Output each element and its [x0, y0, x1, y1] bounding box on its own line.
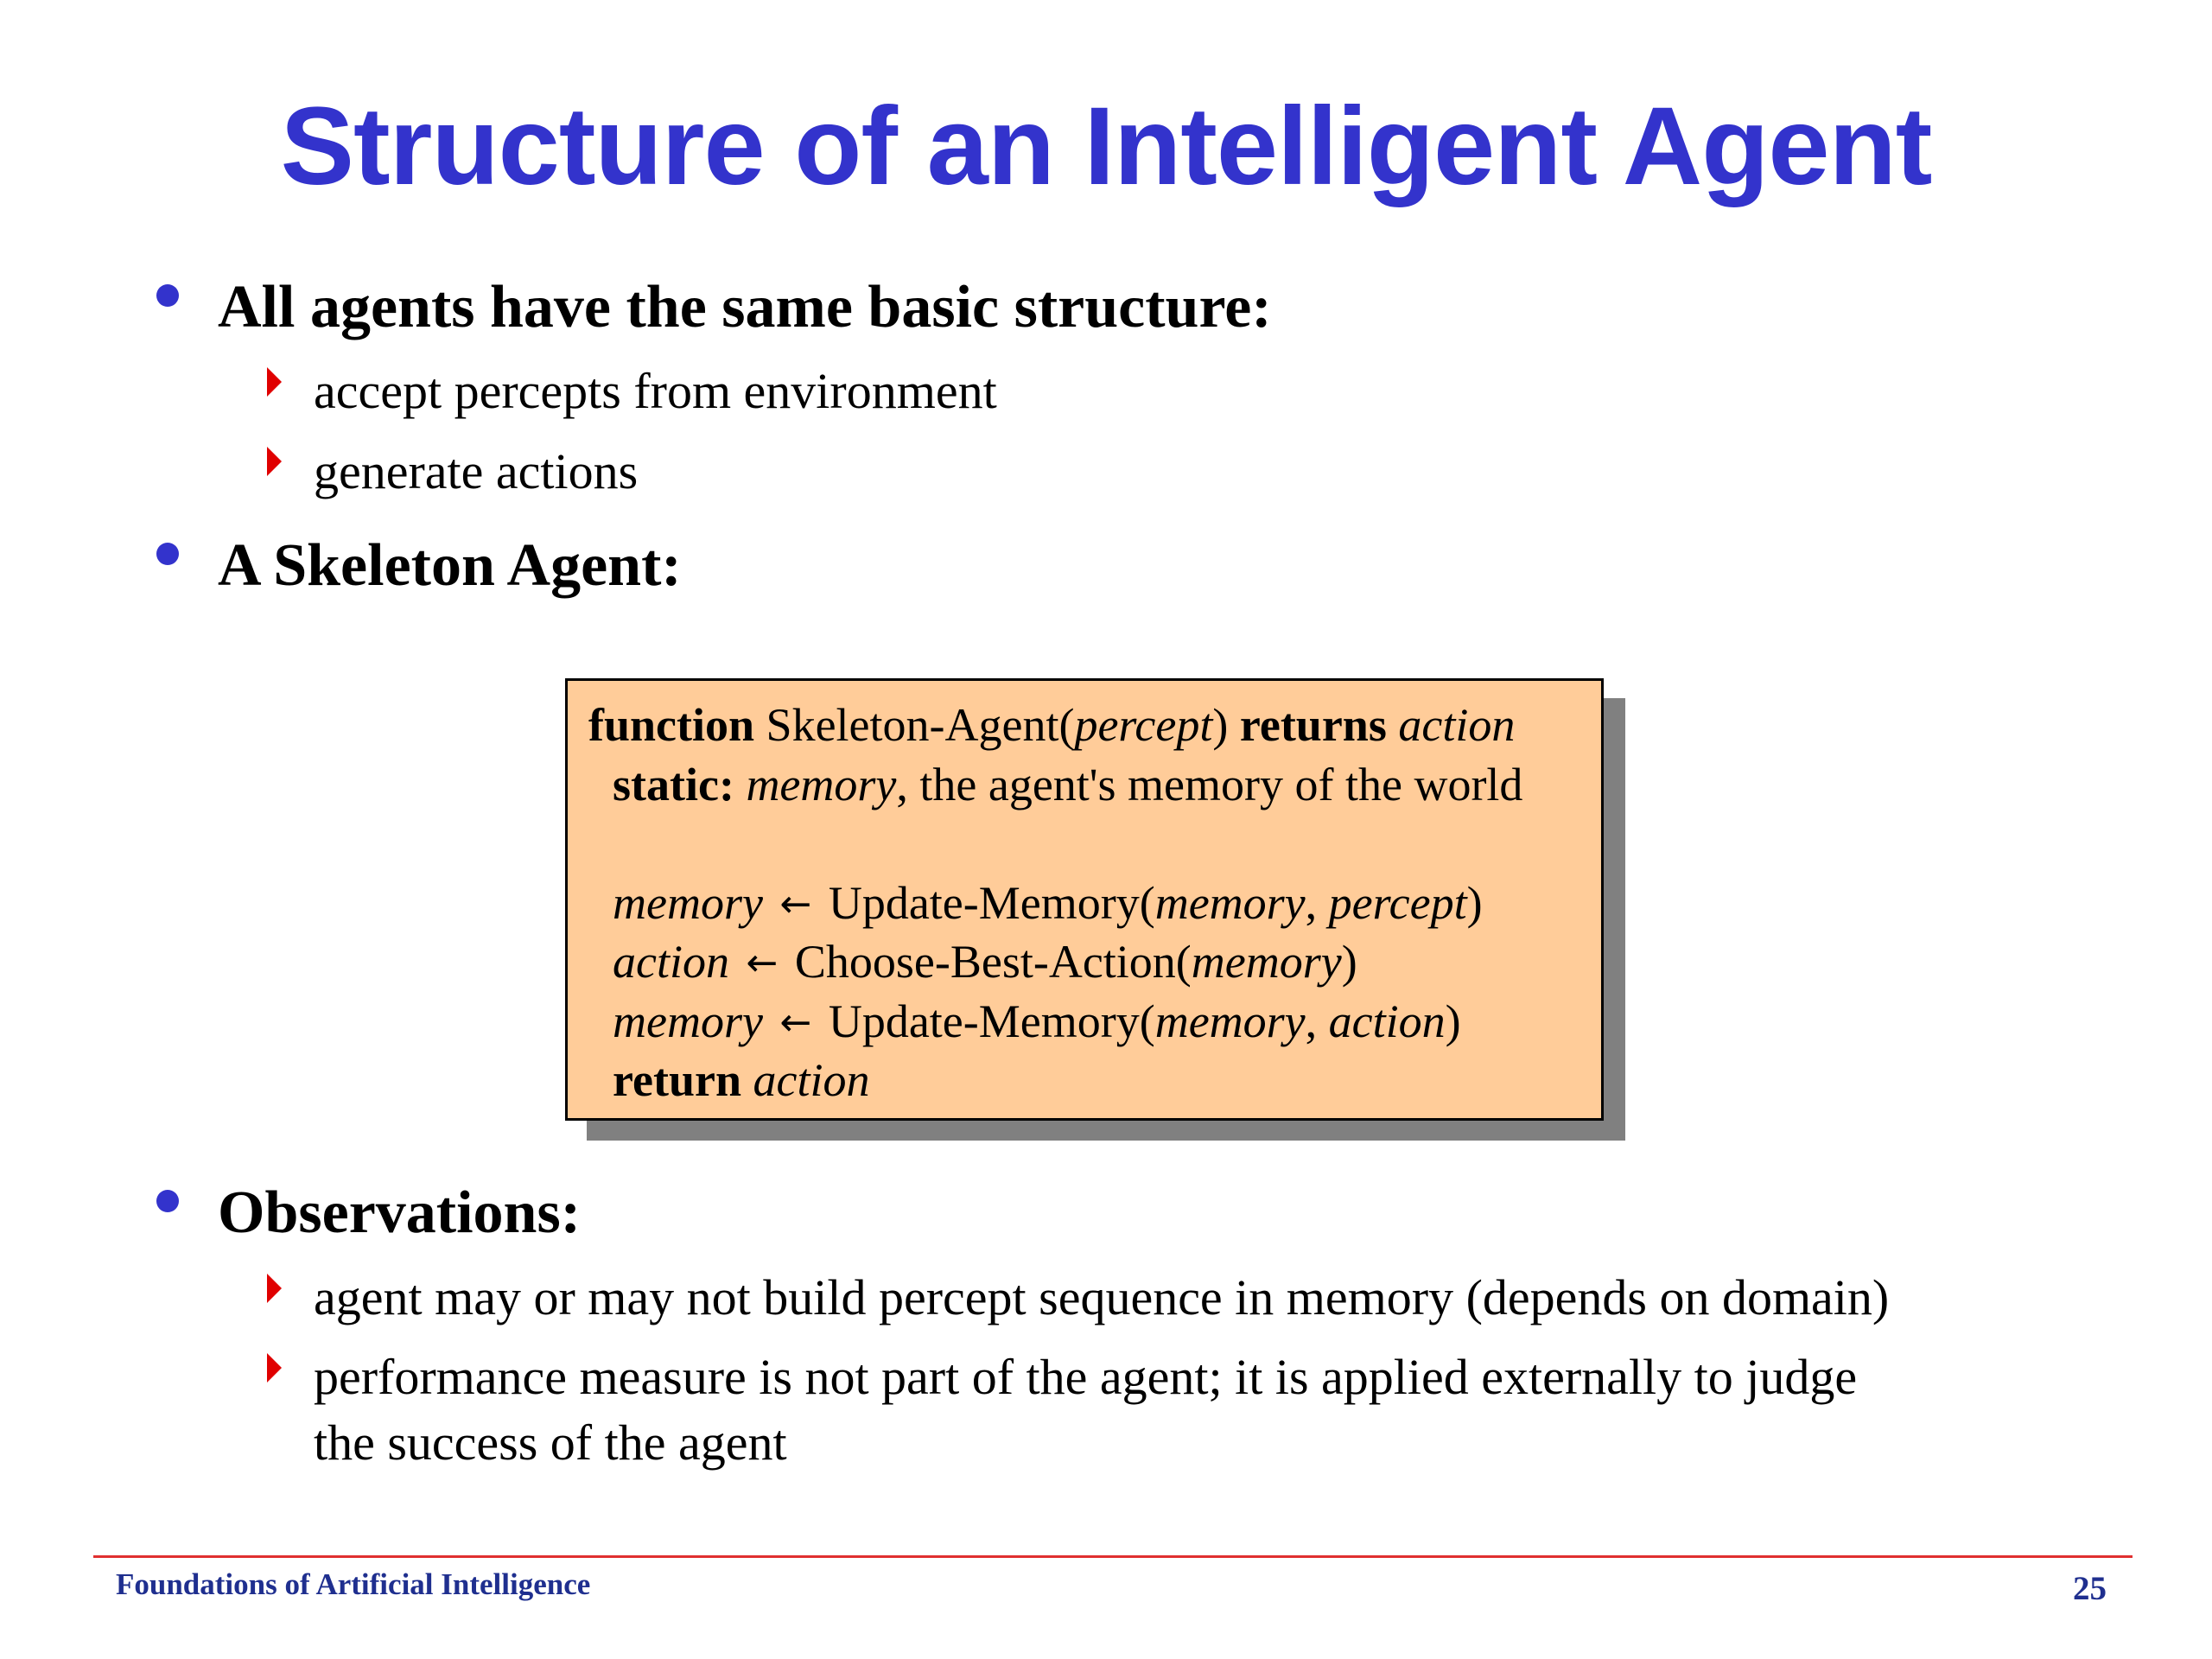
var-memory: memory	[746, 759, 897, 810]
var-action: action	[613, 936, 729, 988]
paren-close: )	[1445, 995, 1461, 1047]
code-line-return	[613, 1051, 869, 1109]
page-number: 25	[2073, 1570, 2107, 1607]
assign-arrow-icon: ←	[746, 941, 779, 985]
sub-bullet-marker	[267, 447, 282, 476]
sub-bullet-performance-measure: performance measure is not part of the agent; it is applied externally to judge	[314, 1349, 1858, 1405]
bullet-heading-observations: Observations:	[218, 1179, 581, 1246]
var-memory: memory	[613, 995, 763, 1047]
arg-action: action	[1328, 995, 1446, 1047]
return-type: action	[1398, 699, 1516, 751]
bullet-dot	[156, 284, 179, 307]
arg-memory: memory	[1154, 995, 1306, 1047]
paren-close: )	[1466, 877, 1483, 929]
sub-bullet-generate-actions: generate actions	[314, 443, 639, 499]
param-percept: percept	[1074, 699, 1213, 751]
arg-separator: ,	[1305, 877, 1329, 929]
assign-arrow-icon: ←	[779, 882, 812, 926]
sub-bullet-marker	[267, 1274, 282, 1303]
arg-memory: memory	[1191, 936, 1342, 988]
keyword-static: static:	[613, 759, 734, 810]
var-action: action	[753, 1054, 870, 1106]
code-line-static	[613, 755, 1522, 814]
sub-bullet-percept-sequence: agent may or may not build percept sequence in memory (depends on domain)	[314, 1269, 1890, 1325]
var-memory: memory	[613, 877, 763, 929]
keyword-return: return	[613, 1054, 741, 1106]
bullet-heading-structure: All agents have the same basic structure:	[218, 274, 1272, 340]
code-line-function	[588, 696, 1515, 754]
bullet-dot	[156, 1190, 179, 1212]
static-description: , the agent's memory of the world	[896, 759, 1523, 810]
bullet-dot	[156, 543, 179, 565]
code-line-choose-best-action	[613, 932, 1357, 993]
skeleton-agent-code-box	[565, 678, 1604, 1121]
sub-bullet-marker	[267, 1353, 282, 1382]
bullet-heading-skeleton-agent: A Skeleton Agent:	[218, 532, 682, 599]
call-update-memory: Update-Memory(	[828, 877, 1155, 929]
function-name: Skeleton-Agent(	[766, 699, 1075, 751]
code-line-update-memory-action	[613, 992, 1461, 1052]
sub-bullet-performance-measure-continued: the success of the agent	[314, 1414, 787, 1471]
keyword-function: function	[588, 699, 755, 751]
footer-divider	[93, 1555, 2133, 1558]
call-choose-best-action: Choose-Best-Action(	[794, 936, 1192, 988]
paren-close: )	[1212, 699, 1229, 751]
arg-separator: ,	[1305, 995, 1329, 1047]
assign-arrow-icon: ←	[779, 1001, 812, 1045]
keyword-returns: returns	[1239, 699, 1387, 751]
call-update-memory: Update-Memory(	[828, 995, 1155, 1047]
paren-close: )	[1341, 936, 1357, 988]
footer-course-title: Foundations of Artificial Intelligence	[116, 1567, 591, 1601]
code-line-update-memory-percept	[613, 874, 1483, 934]
arg-memory: memory	[1154, 877, 1306, 929]
slide-title: Structure of an Intelligent Agent	[280, 85, 1932, 208]
sub-bullet-accept-percepts: accept percepts from environment	[314, 363, 997, 419]
arg-percept: percept	[1328, 877, 1467, 929]
sub-bullet-marker	[267, 367, 282, 397]
